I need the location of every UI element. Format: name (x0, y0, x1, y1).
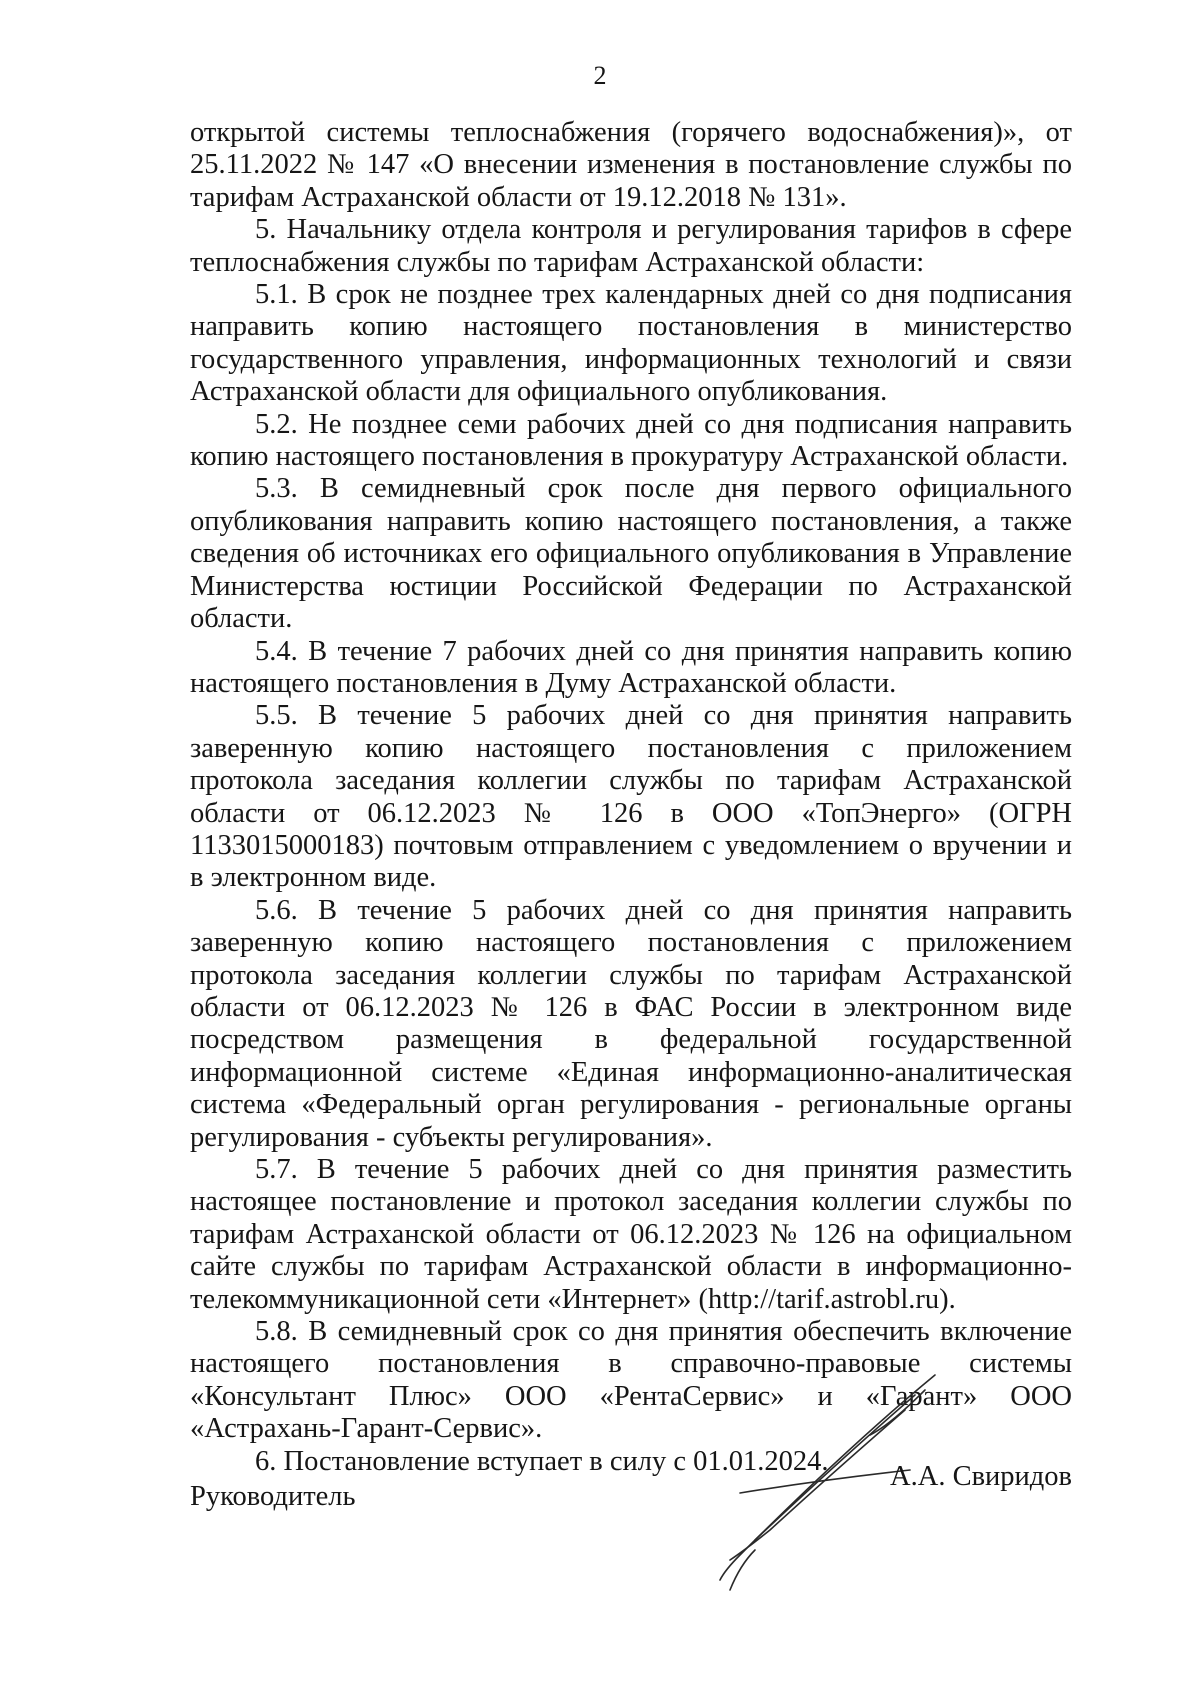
document-body (190, 117, 1072, 1478)
paragraph-6: 6. Постановление вступает в силу с 01.01.2024. (255, 1445, 829, 1477)
paragraph-continuation: открытой системы теплоснабжения (горячего водоснабжения)», от 25.11.2022 № 147 «О внесении изменения в постановление службы по тарифам Астраханской области от 19.12.2018 № 131». (190, 117, 1072, 213)
paragraph-5-7: 5.7. В течение 5 рабочих дней со дня принятия разместить настоящее постановление и протокол заседания коллегии службы по тарифам Астраханской области от 06.12.2023 № 126 на официальном сайте службы по тарифам Астраханской области в информационно-телекоммуникационной сети «Интернет» (http://tarif.astrobl.ru). (190, 1154, 1072, 1315)
position-title: Руководитель (190, 1481, 356, 1512)
signer-name: А.А. Свиридов (890, 1461, 1072, 1492)
paragraph-5-2: 5.2. Не позднее семи рабочих дней со дня подписания направить копию настоящего постановления в прокуратуру Астраханской области. (190, 408, 1072, 473)
paragraph-5-4: 5.4. В течение 7 рабочих дней со дня принятия направить копию настоящего постановления в Думу Астраханской области. (190, 635, 1072, 699)
paragraph-5-3: 5.3. В семидневный срок после дня первого официального опубликования направить копию настоящего постановления, а также сведения об источниках его официального опубликования в Управление Министерства юстиции Российской Федерации по Астраханской области. (190, 473, 1072, 635)
paragraph-5-1: 5.1. В срок не позднее трех календарных дней со дня подписания направить копию настоящего постановления в министерство государственного управления, информационных технологий и связи Астраханской области для официального опубликования. (190, 279, 1072, 408)
paragraph-5-5: 5.5. В течение 5 рабочих дней со дня принятия направить заверенную копию настоящего постановления с приложением протокола заседания коллегии службы по тарифам Астраханской области от 06.12.2023 № 126 в ООО «ТопЭнерго» (ОГРН 1133015000183) почтовым отправлением с уведомлением о вручении и в электронном виде. (190, 700, 1072, 894)
paragraph-5-8: 5.8. В семидневный срок со дня принятия обеспечить включение настоящего постановления в справочно-правовые системы «Консультант Плюс» ООО «РентаСервис» и «Гарант» ООО «Астрахань-Гарант-Сервис». (190, 1316, 1072, 1445)
paragraph-5-6: 5.6. В течение 5 рабочих дней со дня принятия направить заверенную копию настоящего постановления с приложением протокола заседания коллегии службы по тарифам Астраханской области от 06.12.2023 № 126 в ФАС России в электронном виде посредством размещения в федеральной государственной информационной системе «Единая информационно-аналитическая система «Федеральный орган регулирования - региональные органы регулирования - субъекты регулирования». (190, 894, 1072, 1153)
paragraph-5: 5. Начальнику отдела контроля и регулирования тарифов в сфере теплоснабжения службы по тарифам Астраханской области: (190, 214, 1072, 278)
page-number: 2 (593, 61, 607, 90)
